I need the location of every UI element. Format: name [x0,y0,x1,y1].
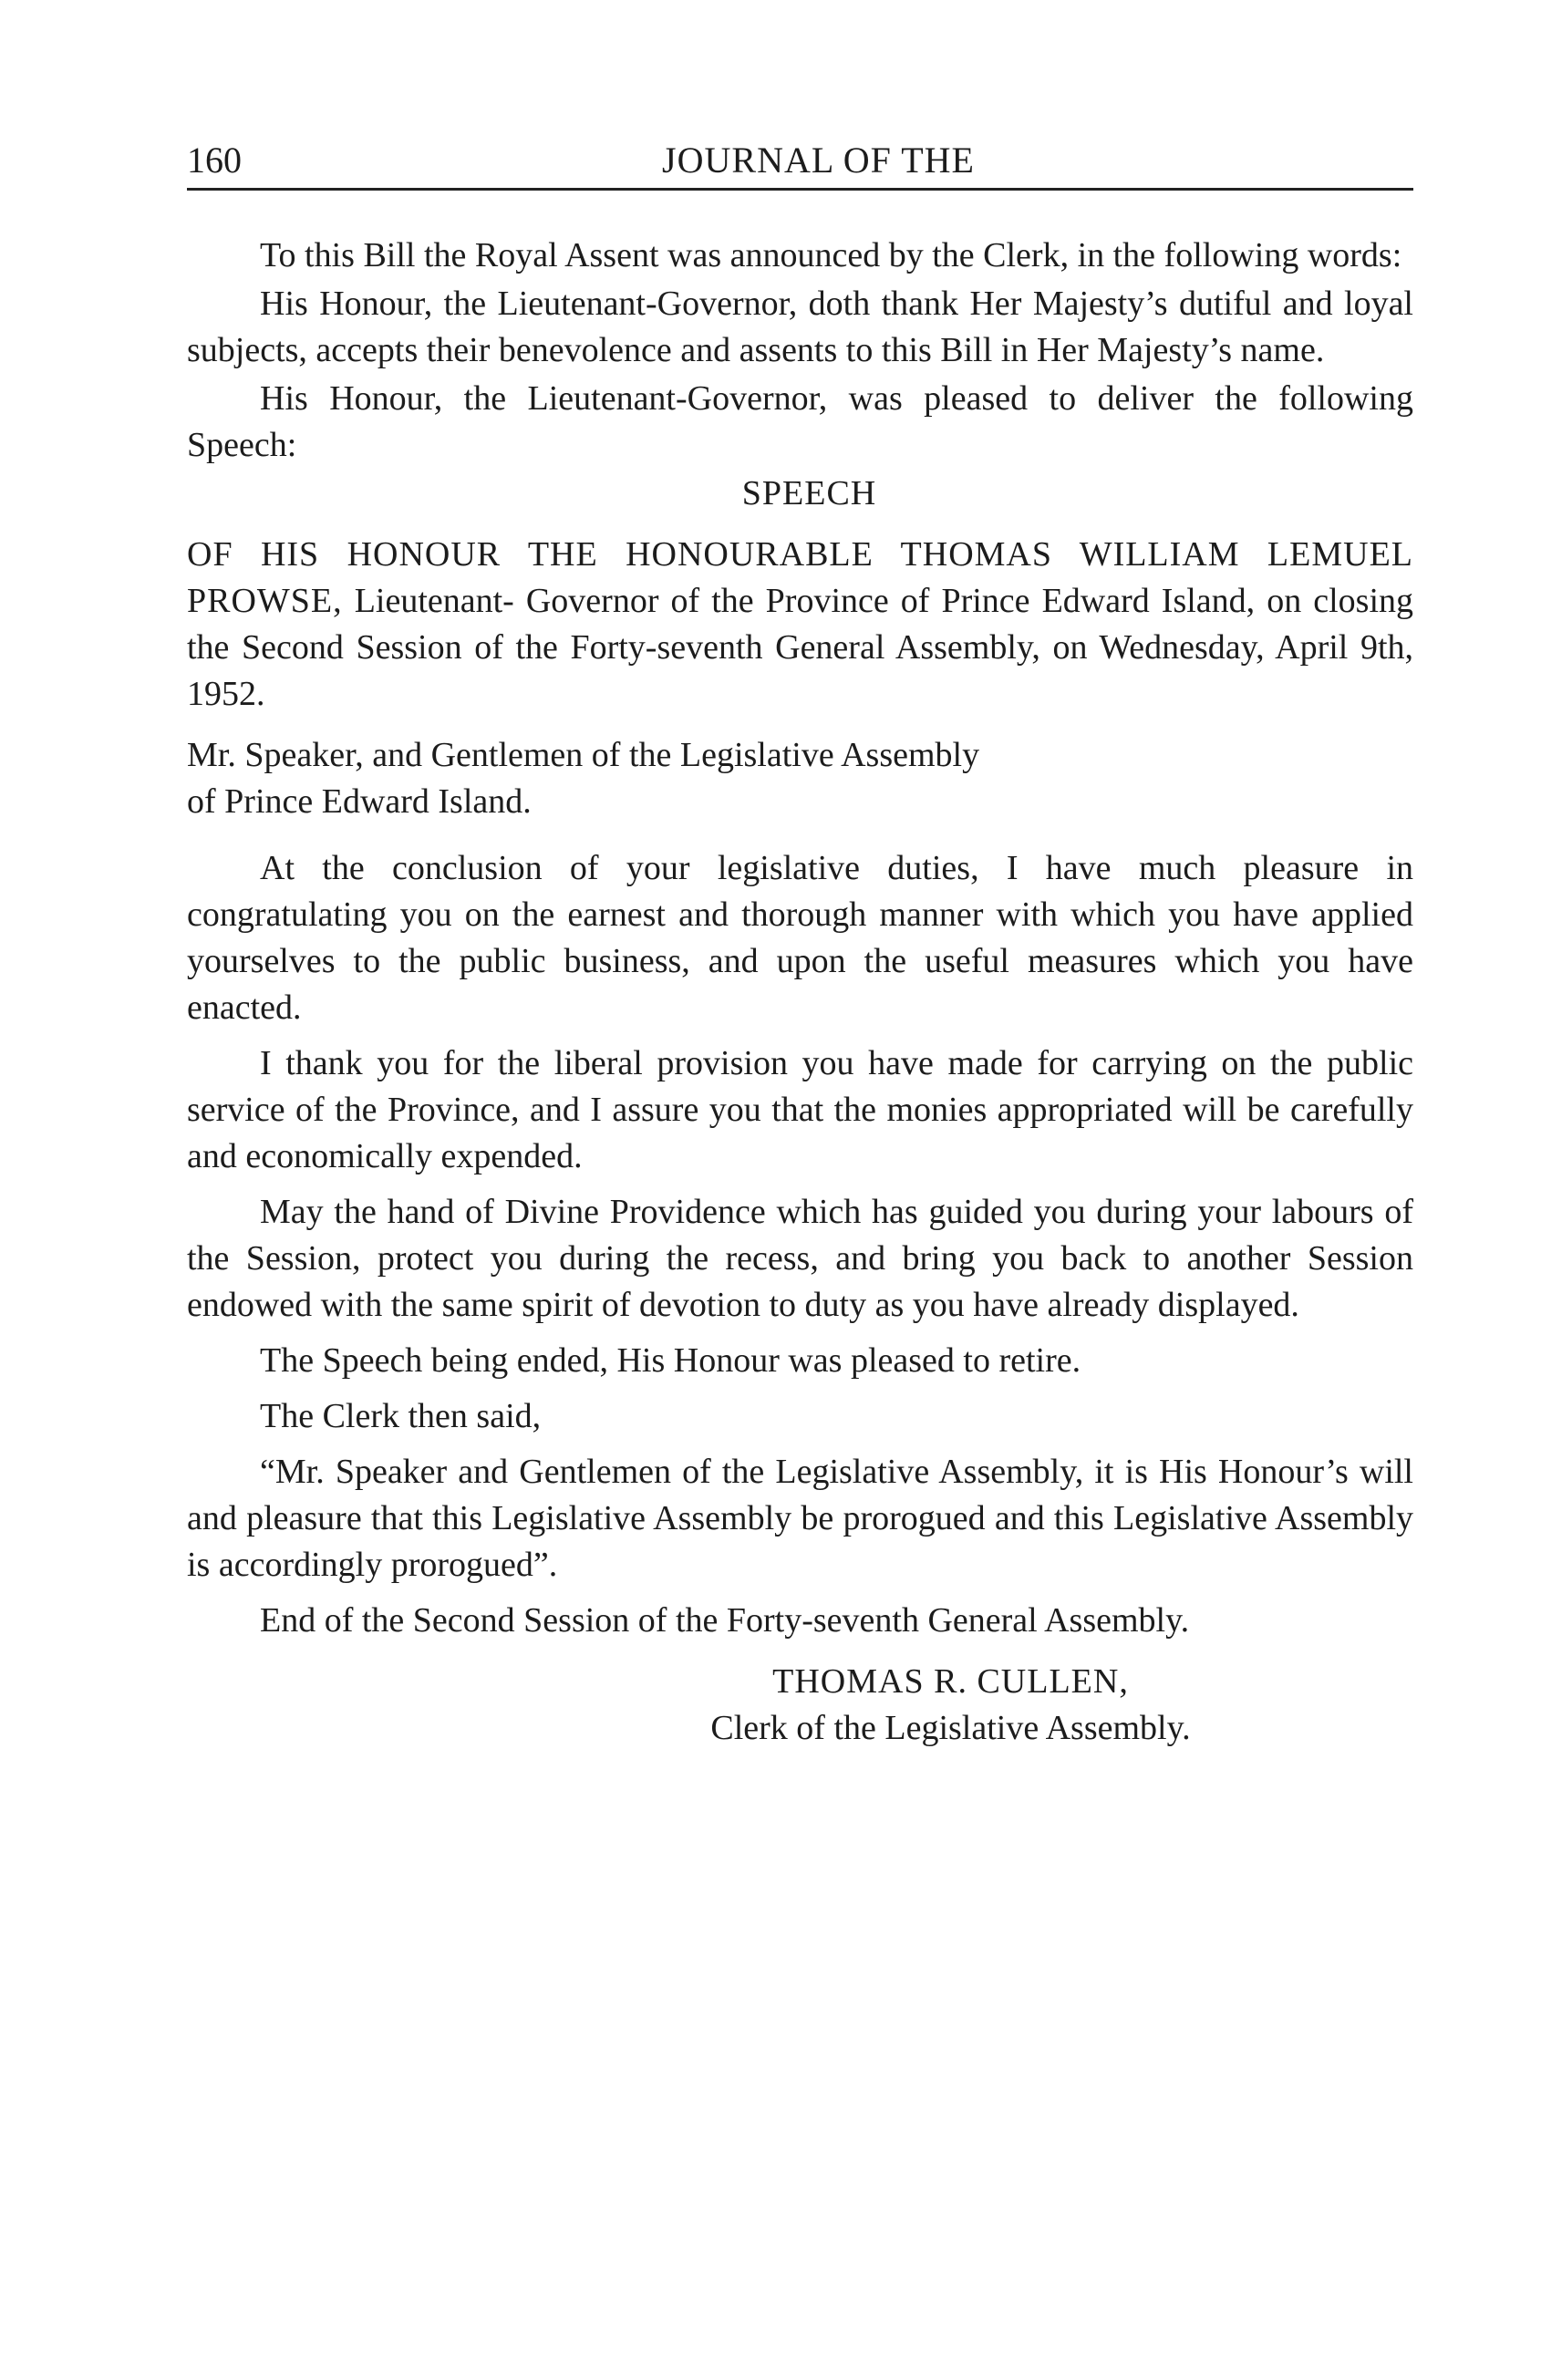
speech-intro-paragraph: His Honour, the Lieutenant-Governor, was pleased to deliver the following Speech: [187,379,1413,464]
running-head: JOURNAL OF THE [662,140,975,181]
page-header [187,137,1413,191]
speech-paragraph-conclusion: At the conclusion of your legislative duties, I have much pleasure in congratulating you on the earnest and thorough manner with which you have applied yourselves to the public business, and upon the useful measures which you have enacted. [187,849,1413,1027]
closing-speech-ended: The Speech being ended, His Honour was pleased to retire. [260,1341,1081,1380]
page-body [187,233,1413,1752]
speech-title: SPEECH [741,474,877,512]
salutation-line-1: Mr. Speaker, and Gentlemen of the Legislative Assembly [187,736,980,774]
assent-words-paragraph: His Honour, the Lieutenant-Governor, doth thank Her Majesty’s dutiful and loyal subjects, accepts their benevolence and assents to this Bill in Her Majesty’s name. [187,285,1413,369]
closing-clerk-said: The Clerk then said, [260,1397,542,1435]
signature-title: Clerk of the Legislative Assembly. [710,1709,1191,1747]
closing-end-of-session: End of the Second Session of the Forty-seventh General Assembly. [260,1601,1190,1640]
signature-name: THOMAS R. CULLEN, [772,1662,1129,1701]
speech-subtitle-rest: Lieutenant- Governor of the Province of Prince Edward Island, on closing the Second Session of the Forty-seventh General Assembly, on Wednesday, April 9th, 1952. [187,582,1413,713]
speech-paragraph-providence: May the hand of Divine Providence which has guided you during your labours of the Session, protect you during the recess, and bring you back to another Session endowed with the same spirit of devotion to duty as you have already displayed. [187,1193,1413,1324]
closing-prorogation: “Mr. Speaker and Gentlemen of the Legislative Assembly, it is His Honour’s will and pleasure that this Legislative Assembly be prorogued and this Legislative Assembly is accordingly prorogued”. [187,1453,1413,1584]
speech-subtitle-caps: OF HIS HONOUR THE HONOURABLE THOMAS WILLIAM LEMUEL PROWSE, [187,535,1413,620]
speech-paragraph-thanks: I thank you for the liberal provision you have made for carrying on the public service of the Province, and I assure you that the monies appropriated will be carefully and economically expended. [187,1044,1413,1175]
salutation-line-2: of Prince Edward Island. [187,782,532,821]
royal-assent-paragraph: To this Bill the Royal Assent was announced by the Clerk, in the following words: [260,236,1402,274]
header-rule [187,188,1413,191]
speech-subtitle [187,532,1413,718]
page-number: 160 [187,140,242,181]
speech-salutation [187,732,1413,825]
